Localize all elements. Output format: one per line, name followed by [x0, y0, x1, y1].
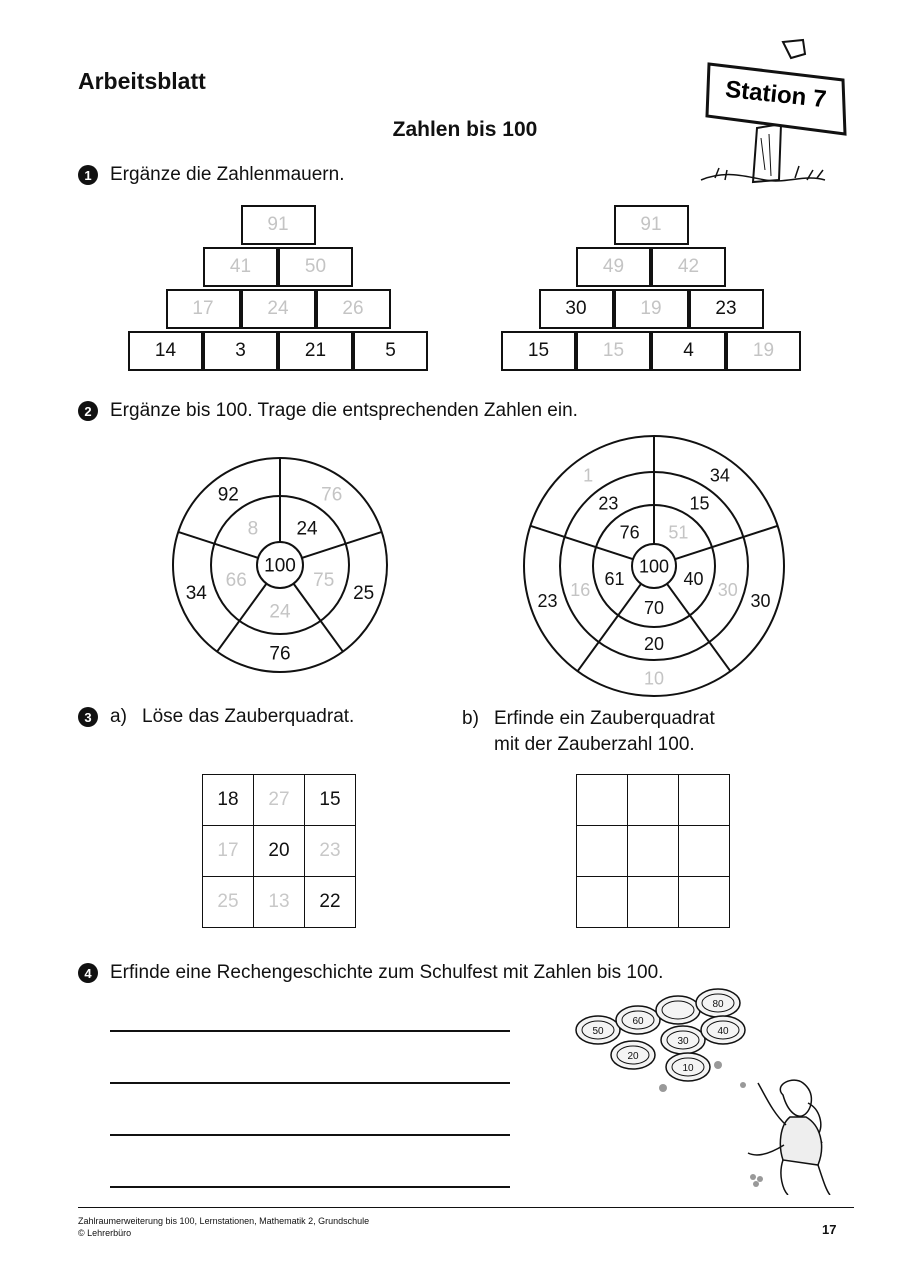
ring-number: 50 [592, 1026, 604, 1037]
magic-a-cell[interactable]: 27 [254, 775, 305, 826]
wall-brick[interactable]: 19 [614, 289, 689, 329]
wall-brick[interactable]: 42 [651, 247, 726, 287]
wheel-cell-value[interactable]: 10 [643, 668, 665, 689]
wall-brick[interactable]: 50 [278, 247, 353, 287]
wheel-cell-value[interactable]: 30 [717, 580, 738, 601]
throwing-game-illustration [568, 985, 843, 1195]
magic-a-cell[interactable]: 17 [203, 826, 254, 877]
number-wheel-2 [514, 426, 794, 706]
wheel-cell-value: 76 [619, 522, 640, 543]
wheel-cell-value: 92 [217, 484, 239, 506]
magic-a-cell: 18 [203, 775, 254, 826]
task3a-heading [78, 706, 354, 728]
magic-b-cell[interactable] [628, 826, 679, 877]
answer-line-3[interactable] [110, 1134, 510, 1136]
wheel-cell-value[interactable]: 51 [668, 522, 689, 543]
magic-a-cell: 15 [305, 775, 356, 826]
wheel-cell-value: 23 [537, 590, 558, 611]
wall-brick[interactable]: 49 [576, 247, 651, 287]
wheel-cell-value: 30 [750, 590, 771, 611]
task1-heading [78, 164, 344, 186]
wall-brick[interactable]: 91 [614, 205, 689, 245]
answer-line-4[interactable] [110, 1186, 510, 1188]
task2-heading [78, 400, 578, 422]
magic-a-cell[interactable]: 23 [305, 826, 356, 877]
wall-brick: 14 [128, 331, 203, 371]
wheel-cell-value[interactable]: 24 [269, 601, 291, 623]
wheel-cell-value: 20 [643, 633, 665, 654]
ring-number: 60 [632, 1016, 644, 1027]
magic-b-cell[interactable] [577, 877, 628, 928]
task3b-label: b) [462, 708, 479, 729]
wall-brick: 5 [353, 331, 428, 371]
task4-number-badge: 4 [78, 963, 98, 983]
wall-brick: 4 [651, 331, 726, 371]
number-wall-2 [501, 205, 804, 373]
wheel-cell-value: 34 [709, 465, 730, 486]
footer-line-2: © Lehrerbüro [78, 1228, 132, 1238]
magic-square-a [202, 774, 356, 928]
ring-number: 30 [677, 1036, 689, 1047]
wheel-cell-value[interactable]: 75 [313, 569, 335, 591]
wheel-center-value: 100 [638, 556, 670, 577]
wheel-cell-value: 34 [185, 582, 207, 604]
ring-number: 10 [682, 1063, 694, 1074]
wall-brick[interactable]: 91 [241, 205, 316, 245]
wheel-cell-value[interactable]: 16 [570, 580, 591, 601]
magic-b-cell[interactable] [679, 826, 730, 877]
magic-a-cell: 20 [254, 826, 305, 877]
task1-instruction: Ergänze die Zahlenmauern. [110, 164, 345, 185]
task3b-instruction-line1: Erfinde ein Zauberquadrat [494, 708, 715, 729]
task2-instruction: Ergänze bis 100. Trage die entsprechenden Zahlen ein. [110, 400, 578, 421]
wheel-cell-value: 24 [296, 518, 318, 540]
answer-line-1[interactable] [110, 1030, 510, 1032]
wall-brick: 3 [203, 331, 278, 371]
number-wheel-1 [160, 445, 400, 685]
task1-number-badge: 1 [78, 165, 98, 185]
wall-brick: 15 [501, 331, 576, 371]
footer-line-1: Zahlraumerweiterung bis 100, Lernstationen, Mathematik 2, Grundschule [78, 1216, 370, 1226]
task3a-instruction: Löse das Zauberquadrat. [142, 706, 355, 727]
task3-number-badge: 3 [78, 707, 98, 727]
answer-line-2[interactable] [110, 1082, 510, 1084]
ring-number: 20 [627, 1051, 639, 1062]
wall-brick[interactable]: 24 [241, 289, 316, 329]
number-wall-1 [128, 205, 431, 373]
wheel-cell-value: 70 [643, 597, 665, 618]
magic-b-cell[interactable] [628, 775, 679, 826]
magic-b-cell[interactable] [577, 826, 628, 877]
station-sign-label: Station 7 [723, 75, 828, 114]
wheel-cell-value: 23 [598, 493, 619, 514]
magic-a-cell[interactable]: 13 [254, 877, 305, 928]
wall-brick[interactable]: 26 [316, 289, 391, 329]
wheel-cell-value: 15 [689, 493, 710, 514]
wall-brick[interactable]: 41 [203, 247, 278, 287]
wheel-cell-value[interactable]: 1 [583, 465, 594, 486]
task3b-instruction-line2: mit der Zauberzahl 100. [494, 734, 695, 755]
magic-b-cell[interactable] [577, 775, 628, 826]
ring-number: 80 [712, 999, 724, 1010]
magic-b-cell[interactable] [679, 877, 730, 928]
page-subtitle: Zahlen bis 100 [392, 118, 538, 141]
wheel-cell-value: 76 [269, 643, 291, 665]
wheel-cell-value[interactable]: 8 [247, 518, 259, 540]
wheel-cell-value[interactable]: 66 [225, 569, 247, 591]
task3b-heading [462, 706, 715, 758]
wall-brick: 23 [689, 289, 764, 329]
wall-brick: 21 [278, 331, 353, 371]
footer-divider [78, 1207, 854, 1208]
footer-credits [78, 1215, 369, 1239]
wheel-cell-value[interactable]: 76 [321, 484, 343, 506]
wheel-center-value: 100 [264, 555, 296, 577]
wall-brick[interactable]: 17 [166, 289, 241, 329]
wall-brick[interactable]: 19 [726, 331, 801, 371]
task2-number-badge: 2 [78, 401, 98, 421]
ring-number: 40 [717, 1026, 729, 1037]
wheel-cell-value: 25 [353, 582, 375, 604]
magic-a-cell: 22 [305, 877, 356, 928]
task4-instruction: Erfinde eine Rechengeschichte zum Schulfest mit Zahlen bis 100. [110, 962, 664, 983]
magic-b-cell[interactable] [679, 775, 730, 826]
wheel-cell-value: 40 [683, 569, 704, 590]
page-number: 17 [822, 1222, 837, 1237]
wall-brick[interactable]: 15 [576, 331, 651, 371]
task3a-label: a) [110, 706, 127, 727]
wheel-cell-value: 61 [604, 569, 625, 590]
wall-brick: 30 [539, 289, 614, 329]
magic-b-cell[interactable] [628, 877, 679, 928]
worksheet-title: Arbeitsblatt [78, 68, 206, 94]
magic-a-cell[interactable]: 25 [203, 877, 254, 928]
station-sign-illustration [695, 30, 865, 200]
magic-square-b [576, 774, 730, 928]
task4-heading [78, 962, 663, 984]
